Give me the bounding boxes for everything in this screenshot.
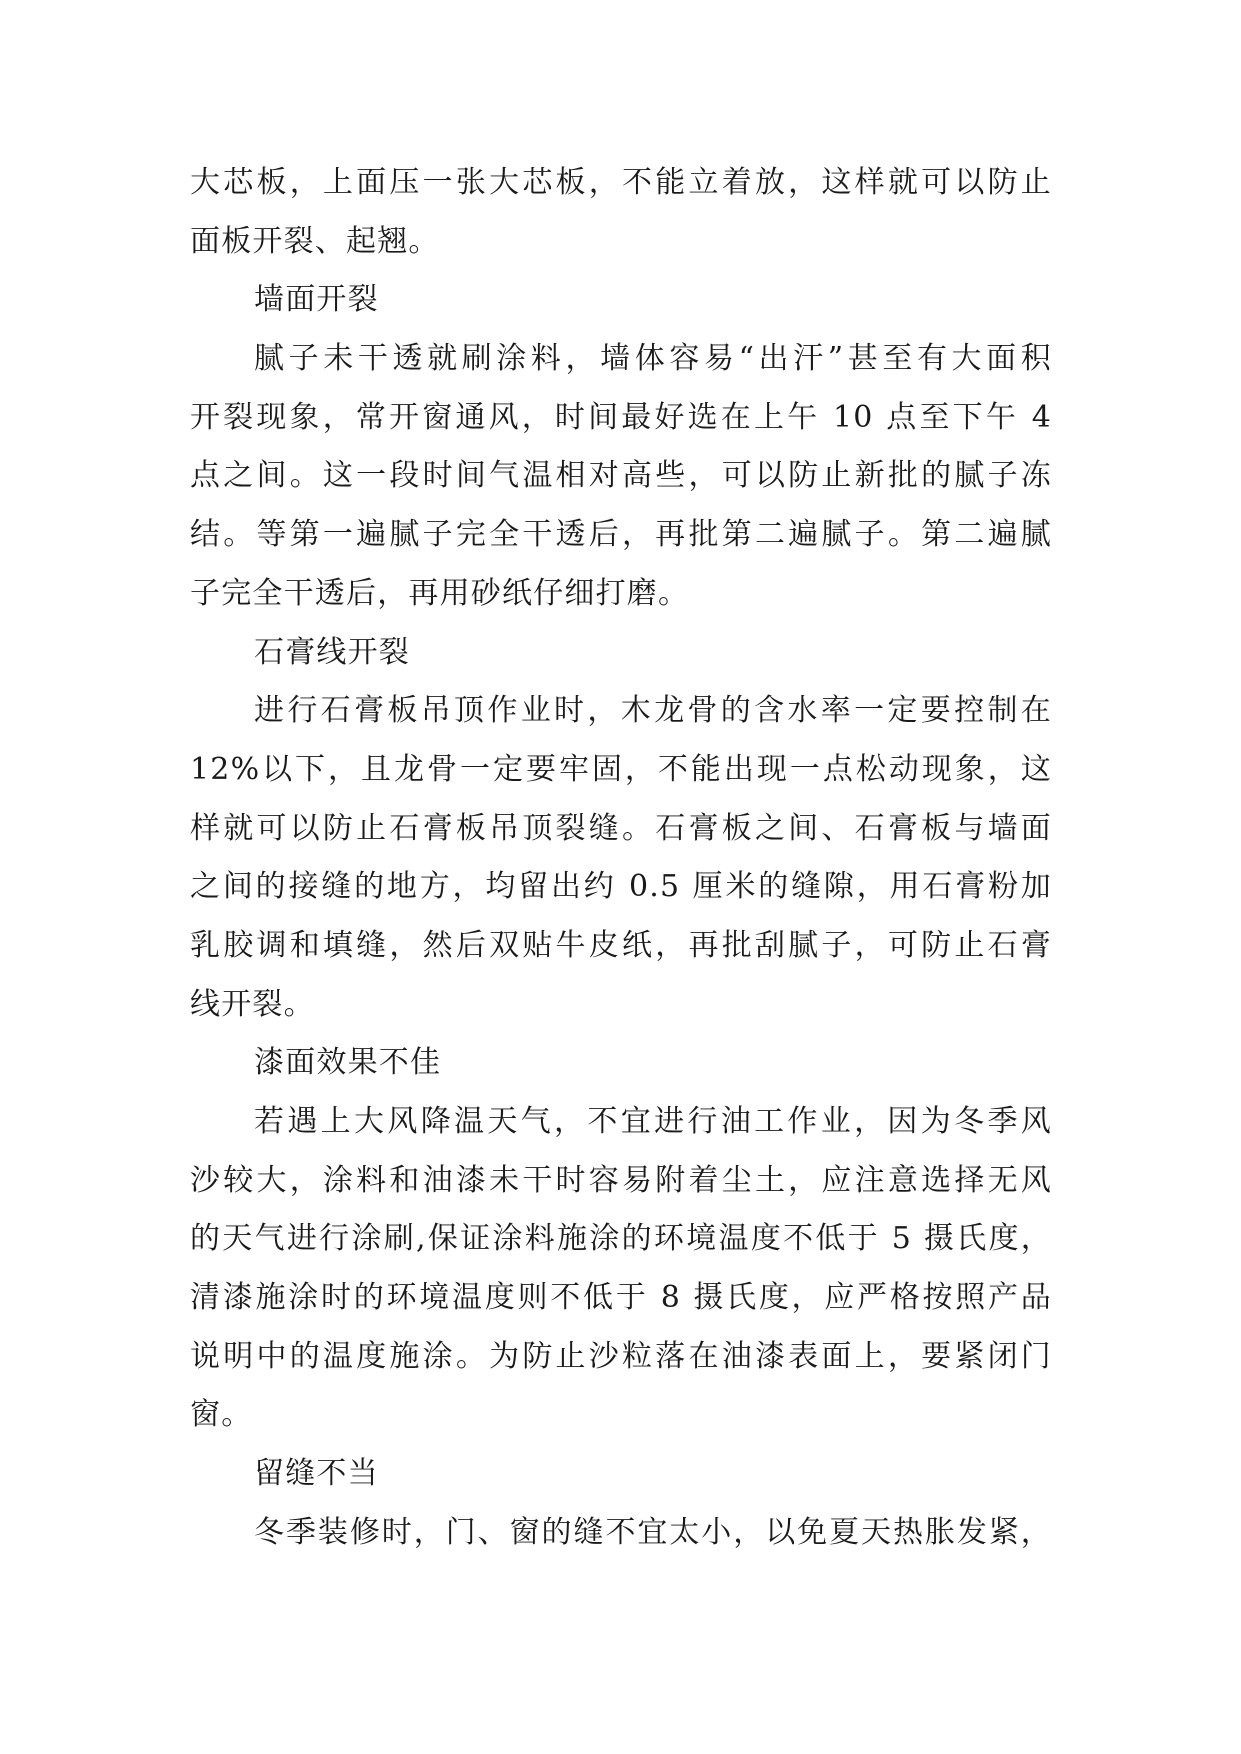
- document-body: [190, 154, 1052, 1563]
- text-line: 沙较大，涂料和油漆未干时容易附着尘土，应注意选择无风: [190, 1162, 1052, 1198]
- text-line: 腻子未干透就刷涂料，墙体容易“出汗”甚至有大面积: [254, 341, 1052, 377]
- text-line: 冬季装修时，门、窗的缝不宜太小，以免夏天热胀发紧，: [254, 1514, 1052, 1550]
- text-line: 清漆施涂时的环境温度则不低于 8 摄氏度，应严格按照产品: [190, 1280, 1052, 1316]
- text-line: 样就可以防止石膏板吊顶裂缝。石膏板之间、石膏板与墙面: [190, 810, 1052, 846]
- text-line: 点之间。这一段时间气温相对高些，可以防止新批的腻子冻: [190, 458, 1052, 494]
- text-line: 墙面开裂: [254, 282, 379, 318]
- text-line: 若遇上大风降温天气，不宜进行油工作业，因为冬季风: [254, 1104, 1052, 1139]
- text-line: 说明中的温度施涂。为防止沙粒落在油漆表面上，要紧闭门: [190, 1338, 1052, 1374]
- text-line: 漆面效果不佳: [254, 1045, 442, 1081]
- text-line: 窗。: [190, 1397, 253, 1433]
- text-line: 线开裂。: [190, 986, 315, 1022]
- text-line: 留缝不当: [254, 1456, 379, 1492]
- text-line: 之间的接缝的地方，均留出约 0.5 厘米的缝隙，用石膏粉加: [190, 869, 1052, 905]
- text-line: 面板开裂、起翘。: [190, 223, 440, 259]
- text-line: 乳胶调和填缝，然后双贴牛皮纸，再批刮腻子，可防止石膏: [190, 927, 1052, 963]
- text-line: 开裂现象，常开窗通风，时间最好选在上午 10 点至下午 4: [190, 399, 1052, 435]
- text-line: 进行石膏板吊顶作业时，木龙骨的含水率一定要控制在: [254, 693, 1052, 729]
- text-line: 结。等第一遍腻子完全干透后，再批第二遍腻子。第二遍腻: [190, 517, 1052, 553]
- text-line: 石膏线开裂: [254, 634, 410, 670]
- text-line: 子完全干透后，再用砂纸仔细打磨。: [190, 575, 690, 611]
- text-line: 12%以下，且龙骨一定要牢固，不能出现一点松动现象，这: [190, 751, 1052, 787]
- text-line: 的天气进行涂刷,保证涂料施涂的环境温度不低于 5 摄氏度，: [190, 1221, 1052, 1257]
- text-line: 大芯板，上面压一张大芯板，不能立着放，这样就可以防止: [190, 165, 1052, 200]
